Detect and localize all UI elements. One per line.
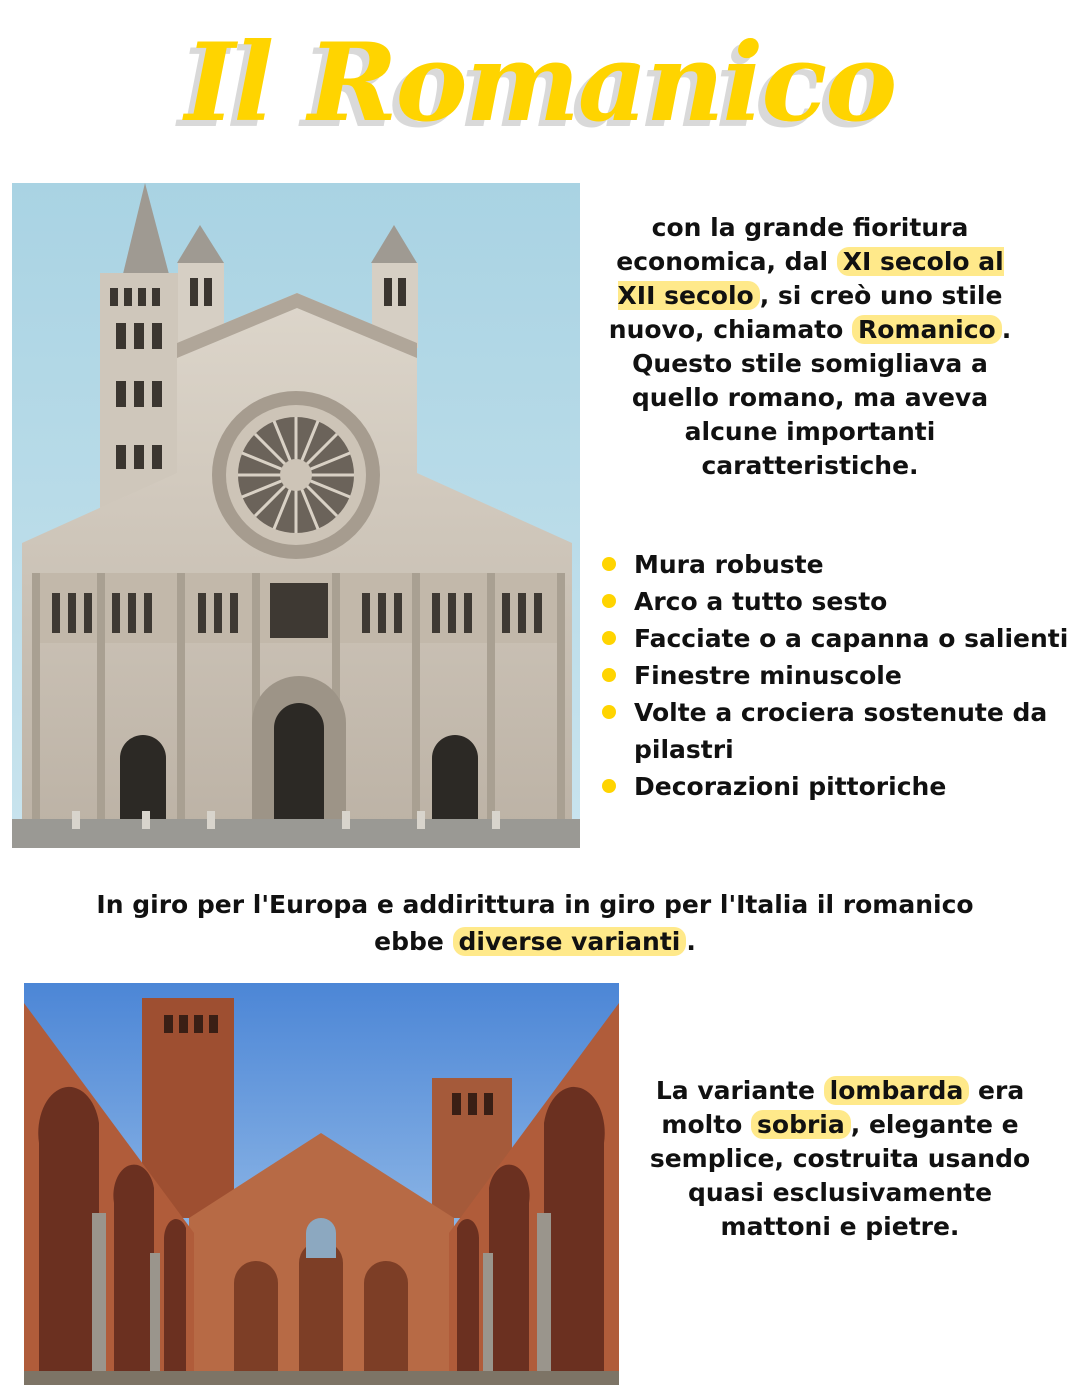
list-item: Decorazioni pittoriche [602,768,1072,805]
list-item: Mura robuste [602,546,1072,583]
highlight-sobria: sobria [751,1110,851,1139]
basilica-courtyard-photo [24,983,619,1385]
bullet-icon [602,668,616,682]
bullet-icon [602,631,616,645]
highlight-romanico: Romanico [852,315,1002,344]
features-list [602,546,1072,805]
list-item: Facciate o a capanna o salienti [602,620,1072,657]
intro-paragraph: con la grande fioritura economica, dal XI secolo al XII secolo , si creò uno stile nuovo, chiamato Romanico . Questo stile somigliava a quello romano, ma aveva alcune importanti caratteristiche. [608,213,1012,480]
bullet-icon [602,779,616,793]
lombard-paragraph: La variante lombarda era molto sobria , elegante e semplice, costruita usando quasi esclusivamente mattoni e pietre. [649,1076,1031,1241]
bullet-icon [602,594,616,608]
list-item: Volte a crociera sostenute da pilastri [602,694,1072,768]
list-item: Arco a tutto sesto [602,583,1072,620]
page-title: Il Romanico [184,20,896,146]
cathedral-facade-photo [12,183,580,848]
highlight-lombarda: lombarda [824,1076,970,1105]
variants-paragraph: In giro per l'Europa e addirittura in giro per l'Italia il romanico ebbe diverse varianti . [96,890,974,956]
highlight-variants: diverse varianti [453,927,687,956]
highlight-centuries: XI secolo al XII secolo [617,247,1004,310]
bullet-icon [602,557,616,571]
bullet-icon [602,705,616,719]
list-item: Finestre minuscole [602,657,1072,694]
